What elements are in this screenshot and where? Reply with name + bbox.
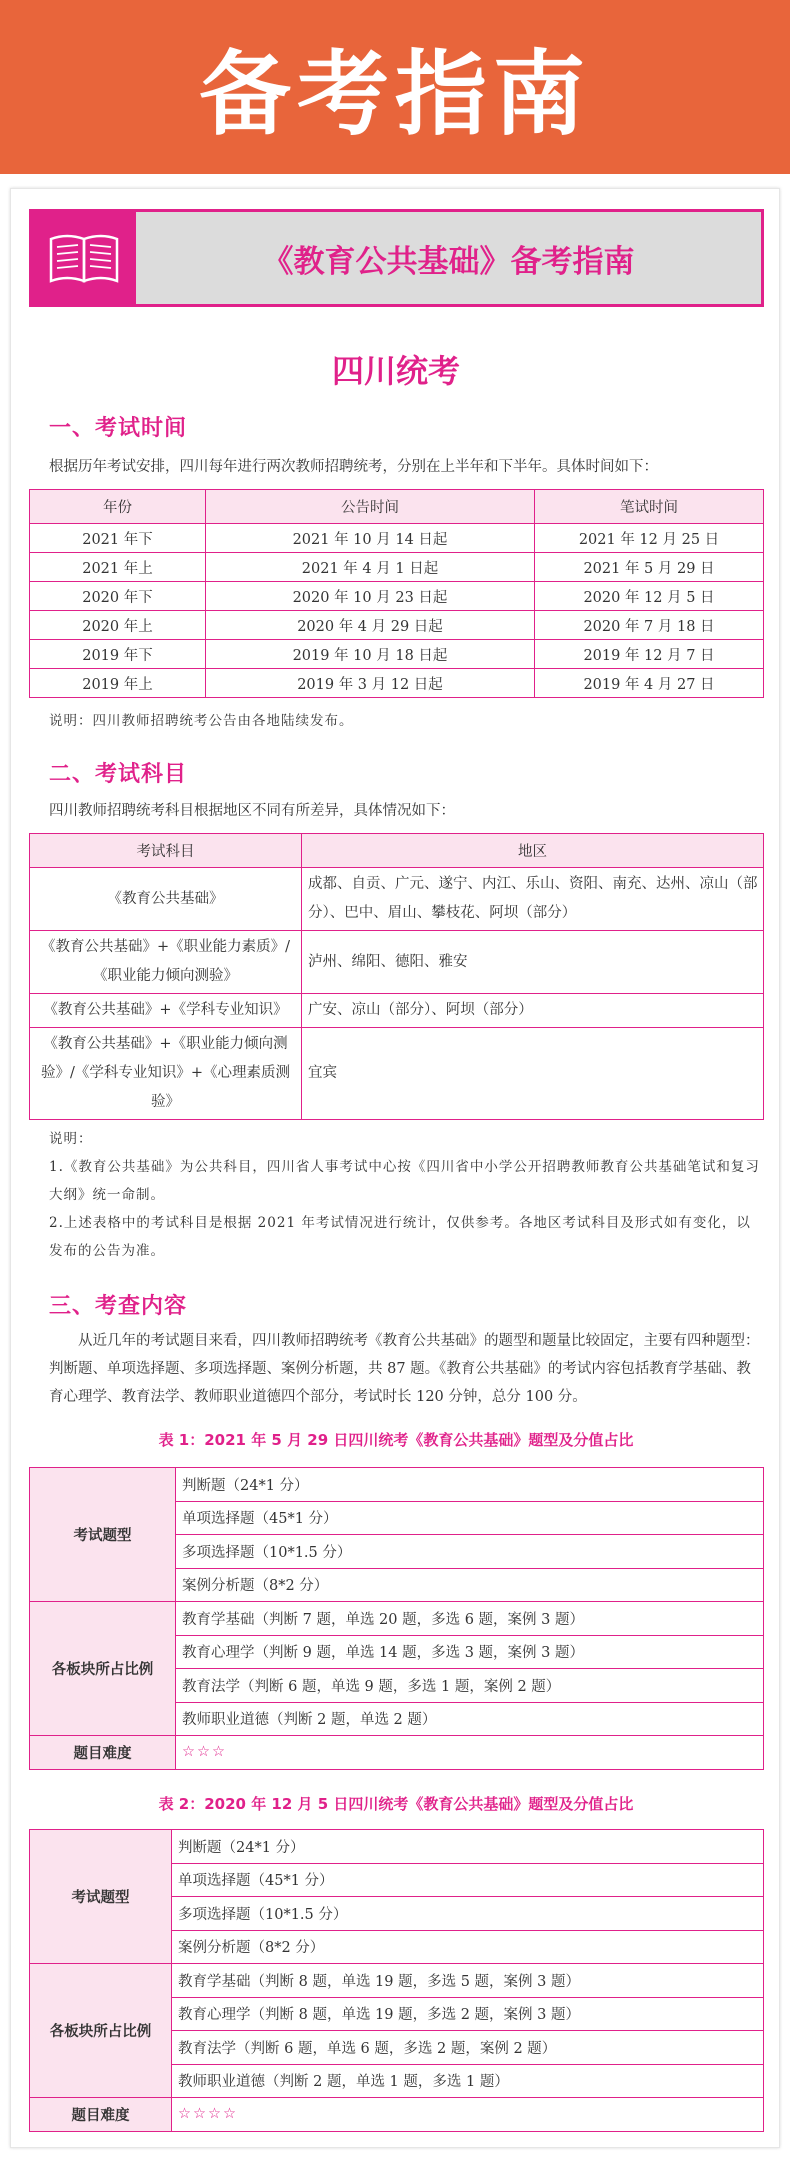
cell: 广安、凉山（部分）、阿坝（部分）	[302, 994, 764, 1028]
cell: 2021 年上	[30, 553, 206, 582]
cell: 教育法学（判断 6 题，单选 9 题，多选 1 题，案例 2 题）	[176, 1669, 764, 1703]
cell: 2020 年上	[30, 611, 206, 640]
cell: 判断题（24*1 分）	[176, 1468, 764, 1502]
table-row	[30, 1468, 764, 1502]
cell: 《教育公共基础》+《职业能力倾向测验》/《学科专业知识》+《心理素质测验》	[30, 1028, 302, 1120]
cell: 2019 年下	[30, 640, 206, 669]
cell: 2020 年下	[30, 582, 206, 611]
table-row	[30, 2098, 764, 2132]
table-row	[30, 994, 764, 1028]
guide-header	[29, 209, 764, 307]
cell: 2020 年 7 月 18 日	[535, 611, 764, 640]
table-row	[30, 553, 764, 582]
table2-label-difficulty: 题目难度	[30, 2098, 172, 2132]
table2	[29, 1829, 764, 2132]
section1-note: 说明：四川教师招聘统考公告由各地陆续发布。	[49, 713, 354, 729]
table-row	[30, 1028, 764, 1120]
col-year: 年份	[30, 490, 206, 524]
cell: 2019 年 12 月 7 日	[535, 640, 764, 669]
table2-label-types: 考试题型	[30, 1830, 172, 1964]
cell: 教育学基础（判断 7 题，单选 20 题，多选 6 题，案例 3 题）	[176, 1602, 764, 1636]
table-row	[30, 1736, 764, 1770]
exam-title: 四川统考	[331, 352, 460, 390]
cell: 2021 年 5 月 29 日	[535, 553, 764, 582]
cell: 单项选择题（45*1 分）	[176, 1501, 764, 1535]
cell: 2019 年 4 月 27 日	[535, 669, 764, 698]
cell: 成都、自贡、广元、遂宁、内江、乐山、资阳、南充、达州、凉山（部分）、巴中、眉山、攀枝花、阿坝（部分）	[302, 868, 764, 931]
table1-caption: 表 1：2021 年 5 月 29 日四川统考《教育公共基础》题型及分值占比	[158, 1431, 634, 1449]
table-row	[30, 868, 764, 931]
cell: 教育心理学（判断 9 题，单选 14 题，多选 3 题，案例 3 题）	[176, 1635, 764, 1669]
section3-intro: 从近几年的考试题目来看，四川教师招聘统考《教育公共基础》的题型和题量比较固定，主要有四种题型：判断题、单项选择题、多项选择题、案例分析题，共 87 题。《教育公共基础》的考试内容包括教育学基础、教育心理学、教育法学、教师职业道德四个部分，考试时长 120 分钟，总分 100 分。	[49, 1333, 760, 1405]
content-card	[10, 188, 780, 2148]
table1-label-difficulty: 题目难度	[30, 1736, 176, 1770]
section2-intro: 四川教师招聘统考科目根据地区不同有所差异，具体情况如下：	[49, 803, 455, 819]
section2-note2: 2.上述表格中的考试科目是根据 2021 年考试情况进行统计，仅供参考。各地区考试科目及形式如有变化，以发布的公告为准。	[49, 1215, 751, 1259]
cell: 教育法学（判断 6 题，单选 6 题，多选 2 题，案例 2 题）	[172, 2031, 764, 2065]
guide-title: 《教育公共基础》备考指南	[262, 243, 635, 280]
col-region: 地区	[302, 834, 764, 868]
cell: 判断题（24*1 分）	[172, 1830, 764, 1864]
cell: 单项选择题（45*1 分）	[172, 1863, 764, 1897]
table-row	[30, 669, 764, 698]
cell: 《教育公共基础》+《学科专业知识》	[30, 994, 302, 1028]
table2-label-blocks: 各板块所占比例	[30, 1964, 172, 2098]
exam-time-table	[29, 489, 764, 698]
section1-intro: 根据历年考试安排，四川每年进行两次教师招聘统考，分别在上半年和下半年。具体时间如下：	[49, 459, 658, 475]
section1-heading: 一、考试时间	[49, 416, 188, 441]
cell: 2020 年 12 月 5 日	[535, 582, 764, 611]
cell: 教师职业道德（判断 2 题，单选 2 题）	[176, 1702, 764, 1736]
cell: 教育心理学（判断 8 题，单选 19 题，多选 2 题，案例 3 题）	[172, 1997, 764, 2031]
banner-title: 备考指南	[198, 41, 591, 148]
cell: 《教育公共基础》	[30, 868, 302, 931]
cell: 2019 年上	[30, 669, 206, 698]
section2-note-title: 说明：	[49, 1131, 93, 1147]
cell: 案例分析题（8*2 分）	[172, 1930, 764, 1964]
col-written: 笔试时间	[535, 490, 764, 524]
col-announce: 公告时间	[206, 490, 535, 524]
section2-heading: 二、考试科目	[49, 762, 188, 787]
table-row	[30, 1602, 764, 1636]
cell: 泸州、绵阳、德阳、雅安	[302, 931, 764, 994]
table-row	[30, 524, 764, 553]
cell: 《教育公共基础》+《职业能力素质》/《职业能力倾向测验》	[30, 931, 302, 994]
table-row	[30, 931, 764, 994]
section2-note1: 1.《教育公共基础》为公共科目，四川省人事考试中心按《四川省中小学公开招聘教师教育公共基础笔试和复习大纲》统一命制。	[49, 1159, 760, 1203]
table-row	[30, 1830, 764, 1864]
table2-difficulty-stars: ☆☆☆☆	[172, 2098, 764, 2132]
cell: 教育学基础（判断 8 题，单选 19 题，多选 5 题，案例 3 题）	[172, 1964, 764, 1998]
cell: 案例分析题（8*2 分）	[176, 1568, 764, 1602]
table-row	[30, 611, 764, 640]
cell: 2020 年 4 月 29 日起	[206, 611, 535, 640]
cell: 宜宾	[302, 1028, 764, 1120]
cell: 教师职业道德（判断 2 题，单选 1 题，多选 1 题）	[172, 2064, 764, 2098]
cell: 2021 年 12 月 25 日	[535, 524, 764, 553]
table-row	[30, 582, 764, 611]
cell: 2021 年下	[30, 524, 206, 553]
cell: 2019 年 3 月 12 日起	[206, 669, 535, 698]
table-row	[30, 1964, 764, 1998]
table1-label-types: 考试题型	[30, 1468, 176, 1602]
cell: 2019 年 10 月 18 日起	[206, 640, 535, 669]
cell: 多项选择题（10*1.5 分）	[172, 1897, 764, 1931]
cell: 2021 年 4 月 1 日起	[206, 553, 535, 582]
table1-difficulty-stars: ☆☆☆	[176, 1736, 764, 1770]
table1-label-blocks: 各板块所占比例	[30, 1602, 176, 1736]
exam-subject-table	[29, 833, 764, 1120]
book-icon	[32, 212, 136, 304]
cell: 2020 年 10 月 23 日起	[206, 582, 535, 611]
table2-caption: 表 2：2020 年 12 月 5 日四川统考《教育公共基础》题型及分值占比	[158, 1795, 634, 1813]
table-row	[30, 640, 764, 669]
cell: 2021 年 10 月 14 日起	[206, 524, 535, 553]
cell: 多项选择题（10*1.5 分）	[176, 1535, 764, 1569]
section3-heading: 三、考查内容	[49, 1294, 188, 1319]
top-banner	[0, 0, 790, 174]
table1	[29, 1467, 764, 1770]
col-subject: 考试科目	[30, 834, 302, 868]
